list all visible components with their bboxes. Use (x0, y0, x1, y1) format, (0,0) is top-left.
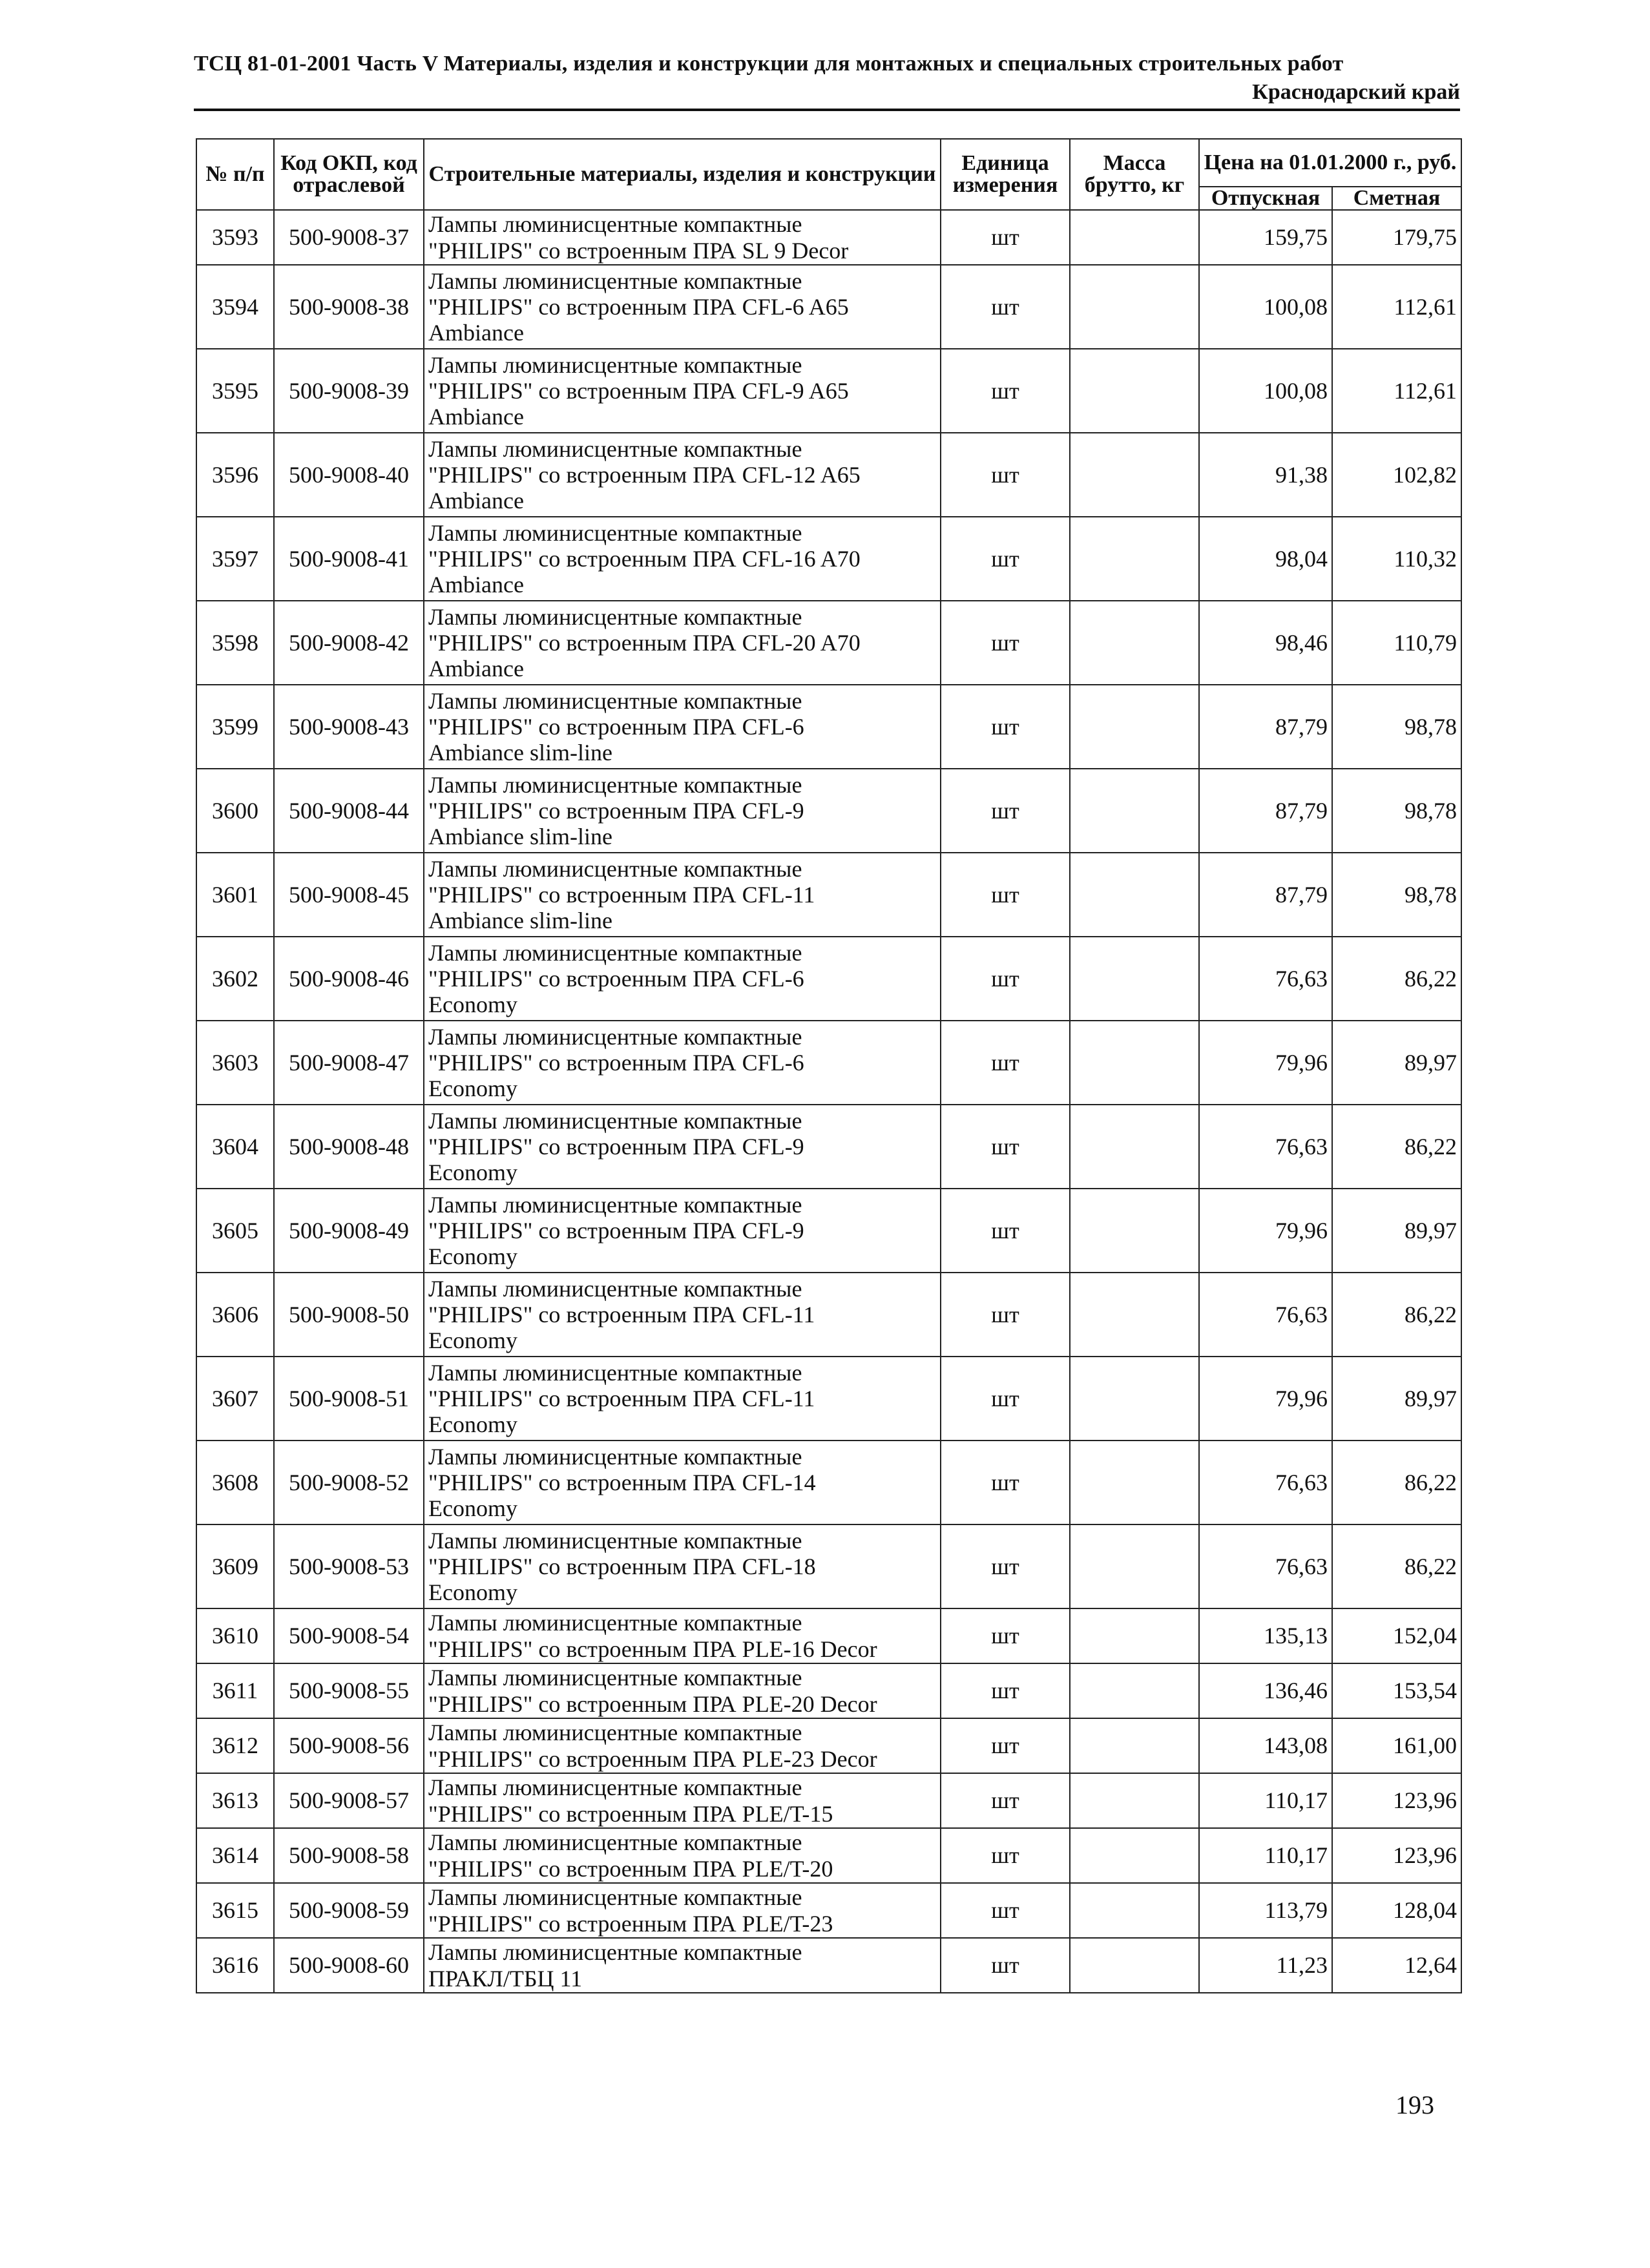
price-estimate: 89,97 (1332, 1021, 1461, 1105)
gross-mass (1070, 1608, 1199, 1663)
unit-of-measure: шт (941, 1773, 1070, 1828)
material-name-line: Лампы люминисцентные компактные (428, 1023, 802, 1050)
material-name-line: "PHILIPS" со встроенным ПРА CFL-9 (428, 1133, 804, 1160)
price-table (196, 138, 1462, 1993)
col-header-unit: Единица измерения (941, 139, 1070, 210)
region-label: Краснодарский край (1252, 80, 1460, 104)
price-estimate: 86,22 (1332, 1524, 1461, 1608)
table-row (196, 1663, 1461, 1718)
gross-mass (1070, 1273, 1199, 1357)
gross-mass (1070, 1021, 1199, 1105)
okp-code: 500-9008-56 (274, 1718, 424, 1773)
gross-mass (1070, 1105, 1199, 1189)
material-name-line: Лампы люминисцентные компактные (428, 771, 802, 798)
unit-of-measure: шт (941, 601, 1070, 685)
okp-code: 500-9008-59 (274, 1883, 424, 1938)
material-name-line: Лампы люминисцентные компактные (428, 1939, 802, 1966)
price-release: 98,46 (1199, 601, 1332, 685)
col-header-code: Код ОКП, код отраслевой (274, 139, 424, 210)
material-name (424, 1883, 941, 1938)
material-name-line: Лампы люминисцентные компактные (428, 211, 802, 238)
okp-code: 500-9008-58 (274, 1828, 424, 1883)
gross-mass (1070, 1524, 1199, 1608)
material-name-line: "PHILIPS" со встроенным ПРА CFL-6 (428, 1049, 804, 1076)
col-header-name: Строительные материалы, изделия и конструкции (424, 139, 941, 210)
price-release: 143,08 (1199, 1718, 1332, 1773)
material-name-line: Лампы люминисцентные компактные (428, 1443, 802, 1470)
material-name (424, 265, 941, 349)
table-row (196, 1828, 1461, 1883)
row-number: 3595 (196, 349, 274, 433)
material-name-line: "PHILIPS" со встроенным ПРА PLE/T-20 (428, 1855, 833, 1882)
material-name-line: "PHILIPS" со встроенным ПРА CFL-11 (428, 1385, 815, 1411)
price-estimate: 102,82 (1332, 433, 1461, 517)
gross-mass (1070, 937, 1199, 1021)
price-estimate: 179,75 (1332, 210, 1461, 265)
gross-mass (1070, 210, 1199, 265)
table-row (196, 1524, 1461, 1608)
okp-code: 500-9008-45 (274, 853, 424, 937)
price-estimate: 112,61 (1332, 349, 1461, 433)
material-name-line: "PHILIPS" со встроенным ПРА PLE/T-15 (428, 1800, 833, 1827)
okp-code: 500-9008-52 (274, 1441, 424, 1524)
material-name-line: Economy (428, 1411, 517, 1438)
material-name-line: Лампы люминисцентные компактные (428, 1191, 802, 1218)
row-number: 3608 (196, 1441, 274, 1524)
okp-code: 500-9008-47 (274, 1021, 424, 1105)
material-name-line: Economy (428, 1579, 517, 1606)
material-name-line: Ambiance (428, 488, 524, 514)
row-number: 3615 (196, 1883, 274, 1938)
material-name (424, 685, 941, 769)
material-name (424, 349, 941, 433)
material-name-line: Лампы люминисцентные компактные (428, 1720, 802, 1746)
material-name-line: Лампы люминисцентные компактные (428, 603, 802, 630)
material-name-line: Economy (428, 1495, 517, 1522)
price-estimate: 12,64 (1332, 1938, 1461, 1993)
row-number: 3610 (196, 1608, 274, 1663)
price-estimate: 110,32 (1332, 517, 1461, 601)
gross-mass (1070, 769, 1199, 853)
row-number: 3616 (196, 1938, 274, 1993)
row-number: 3611 (196, 1663, 274, 1718)
material-name-line: "PHILIPS" со встроенным ПРА CFL-6 (428, 965, 804, 992)
price-release: 113,79 (1199, 1883, 1332, 1938)
price-estimate: 86,22 (1332, 1273, 1461, 1357)
row-number: 3598 (196, 601, 274, 685)
row-number: 3594 (196, 265, 274, 349)
price-estimate: 86,22 (1332, 1105, 1461, 1189)
material-name (424, 1021, 941, 1105)
material-name-line: "PHILIPS" со встроенным ПРА PLE/T-23 (428, 1910, 833, 1937)
table-row (196, 1357, 1461, 1441)
gross-mass (1070, 601, 1199, 685)
material-name-line: Лампы люминисцентные компактные (428, 519, 802, 546)
table-row (196, 1189, 1461, 1273)
gross-mass (1070, 349, 1199, 433)
row-number: 3607 (196, 1357, 274, 1441)
price-estimate: 110,79 (1332, 601, 1461, 685)
material-name-line: Лампы люминисцентные компактные (428, 267, 802, 294)
material-name-line: Economy (428, 1243, 517, 1270)
material-name-line: "PHILIPS" со встроенным ПРА PLE-16 Decor (428, 1636, 877, 1662)
okp-code: 500-9008-38 (274, 265, 424, 349)
material-name-line: Лампы люминисцентные компактные (428, 855, 802, 882)
material-name (424, 1608, 941, 1663)
material-name-line: "PHILIPS" со встроенным ПРА CFL-11 (428, 1301, 815, 1327)
price-release: 91,38 (1199, 433, 1332, 517)
material-name (424, 1773, 941, 1828)
table-row (196, 517, 1461, 601)
table-row (196, 433, 1461, 517)
material-name-line: Лампы люминисцентные компактные (428, 435, 802, 462)
table-row (196, 349, 1461, 433)
unit-of-measure: шт (941, 769, 1070, 853)
material-name-line: "PHILIPS" со встроенным ПРА CFL-18 (428, 1553, 816, 1579)
col-header-price-estimate: Сметная (1332, 187, 1461, 210)
price-release: 100,08 (1199, 265, 1332, 349)
material-name-line: Лампы люминисцентные компактные (428, 1665, 802, 1691)
okp-code: 500-9008-46 (274, 937, 424, 1021)
row-number: 3593 (196, 210, 274, 265)
price-release: 87,79 (1199, 685, 1332, 769)
gross-mass (1070, 1938, 1199, 1993)
material-name-line: "PHILIPS" со встроенным ПРА CFL-9 (428, 1217, 804, 1243)
table-row (196, 685, 1461, 769)
row-number: 3606 (196, 1273, 274, 1357)
material-name-line: "PHILIPS" со встроенным ПРА CFL-9 (428, 797, 804, 824)
material-name-line: "PHILIPS" со встроенным ПРА CFL-20 A70 (428, 629, 861, 656)
okp-code: 500-9008-49 (274, 1189, 424, 1273)
col-header-price-release: Отпускная (1199, 187, 1332, 210)
okp-code: 500-9008-40 (274, 433, 424, 517)
price-release: 100,08 (1199, 349, 1332, 433)
material-name-line: Лампы люминисцентные компактные (428, 1829, 802, 1856)
price-release: 135,13 (1199, 1608, 1332, 1663)
col-header-mass: Масса брутто, кг (1070, 139, 1199, 210)
unit-of-measure: шт (941, 210, 1070, 265)
unit-of-measure: шт (941, 433, 1070, 517)
okp-code: 500-9008-37 (274, 210, 424, 265)
unit-of-measure: шт (941, 1021, 1070, 1105)
material-name-line: Economy (428, 992, 517, 1018)
material-name-line: Economy (428, 1327, 517, 1354)
price-release: 76,63 (1199, 937, 1332, 1021)
gross-mass (1070, 433, 1199, 517)
unit-of-measure: шт (941, 1938, 1070, 1993)
price-estimate: 123,96 (1332, 1828, 1461, 1883)
material-name-line: Лампы люминисцентные компактные (428, 1774, 802, 1801)
material-name-line: "PHILIPS" со встроенным ПРА PLE-20 Decor (428, 1691, 877, 1717)
unit-of-measure: шт (941, 1105, 1070, 1189)
price-estimate: 153,54 (1332, 1663, 1461, 1718)
price-release: 76,63 (1199, 1105, 1332, 1189)
price-estimate: 86,22 (1332, 937, 1461, 1021)
price-estimate: 98,78 (1332, 769, 1461, 853)
price-release: 110,17 (1199, 1828, 1332, 1883)
unit-of-measure: шт (941, 1189, 1070, 1273)
material-name (424, 433, 941, 517)
table-row (196, 937, 1461, 1021)
gross-mass (1070, 1773, 1199, 1828)
unit-of-measure: шт (941, 1441, 1070, 1524)
material-name-line: ПРАКЛ/ТБЦ 11 (428, 1965, 583, 1992)
unit-of-measure: шт (941, 1273, 1070, 1357)
gross-mass (1070, 1189, 1199, 1273)
row-number: 3601 (196, 853, 274, 937)
material-name-line: Лампы люминисцентные компактные (428, 1275, 802, 1302)
header-rule (194, 109, 1460, 111)
gross-mass (1070, 517, 1199, 601)
price-release: 136,46 (1199, 1663, 1332, 1718)
material-name-line: Ambiance slim-line (428, 908, 612, 934)
price-estimate: 98,78 (1332, 685, 1461, 769)
row-number: 3614 (196, 1828, 274, 1883)
unit-of-measure: шт (941, 1524, 1070, 1608)
table-row (196, 769, 1461, 853)
row-number: 3604 (196, 1105, 274, 1189)
material-name-line: Ambiance (428, 320, 524, 346)
material-name (424, 1105, 941, 1189)
material-name-line: Лампы люминисцентные компактные (428, 1884, 802, 1911)
gross-mass (1070, 265, 1199, 349)
document-title: ТСЦ 81-01-2001 Часть V Материалы, изделия и конструкции для монтажных и специальных строительных работ (194, 52, 1344, 76)
okp-code: 500-9008-50 (274, 1273, 424, 1357)
row-number: 3602 (196, 937, 274, 1021)
page-number: 193 (1395, 2090, 1434, 2119)
okp-code: 500-9008-55 (274, 1663, 424, 1718)
table-row (196, 1718, 1461, 1773)
price-estimate: 86,22 (1332, 1441, 1461, 1524)
material-name-line: Economy (428, 1160, 517, 1186)
table-row (196, 1105, 1461, 1189)
row-number: 3605 (196, 1189, 274, 1273)
material-name-line: "PHILIPS" со встроенным ПРА CFL-6 (428, 713, 804, 740)
table-row (196, 1938, 1461, 1993)
material-name-line: Лампы люминисцентные компактные (428, 351, 802, 378)
material-name-line: Economy (428, 1076, 517, 1102)
material-name (424, 1357, 941, 1441)
okp-code: 500-9008-41 (274, 517, 424, 601)
unit-of-measure: шт (941, 1357, 1070, 1441)
okp-code: 500-9008-48 (274, 1105, 424, 1189)
price-release: 110,17 (1199, 1773, 1332, 1828)
material-name-line: "PHILIPS" со встроенным ПРА SL 9 Decor (428, 237, 849, 264)
material-name (424, 210, 941, 265)
price-estimate: 161,00 (1332, 1718, 1461, 1773)
gross-mass (1070, 1441, 1199, 1524)
price-release: 76,63 (1199, 1273, 1332, 1357)
row-number: 3612 (196, 1718, 274, 1773)
price-release: 76,63 (1199, 1524, 1332, 1608)
material-name-line: "PHILIPS" со встроенным ПРА CFL-16 A70 (428, 545, 861, 572)
material-name (424, 1524, 941, 1608)
material-name (424, 1938, 941, 1993)
unit-of-measure: шт (941, 853, 1070, 937)
table-header (196, 139, 1461, 210)
material-name-line: Лампы люминисцентные компактные (428, 687, 802, 714)
gross-mass (1070, 685, 1199, 769)
unit-of-measure: шт (941, 349, 1070, 433)
okp-code: 500-9008-51 (274, 1357, 424, 1441)
okp-code: 500-9008-57 (274, 1773, 424, 1828)
unit-of-measure: шт (941, 1663, 1070, 1718)
material-name (424, 1828, 941, 1883)
material-name-line: "PHILIPS" со встроенным ПРА CFL-12 A65 (428, 461, 861, 488)
unit-of-measure: шт (941, 517, 1070, 601)
material-name (424, 853, 941, 937)
price-release: 87,79 (1199, 769, 1332, 853)
row-number: 3600 (196, 769, 274, 853)
material-name-line: Ambiance (428, 572, 524, 598)
price-estimate: 123,96 (1332, 1773, 1461, 1828)
row-number: 3599 (196, 685, 274, 769)
price-release: 11,23 (1199, 1938, 1332, 1993)
row-number: 3597 (196, 517, 274, 601)
table-row (196, 601, 1461, 685)
material-name (424, 769, 941, 853)
material-name (424, 517, 941, 601)
okp-code: 500-9008-42 (274, 601, 424, 685)
table-body (196, 210, 1461, 1993)
unit-of-measure: шт (941, 265, 1070, 349)
price-estimate: 89,97 (1332, 1189, 1461, 1273)
okp-code: 500-9008-54 (274, 1608, 424, 1663)
okp-code: 500-9008-53 (274, 1524, 424, 1608)
material-name (424, 937, 941, 1021)
okp-code: 500-9008-60 (274, 1938, 424, 1993)
gross-mass (1070, 1357, 1199, 1441)
material-name-line: Лампы люминисцентные компактные (428, 939, 802, 966)
material-name (424, 1189, 941, 1273)
table-row (196, 1883, 1461, 1938)
material-name-line: Ambiance slim-line (428, 824, 612, 850)
material-name-line: Лампы люминисцентные компактные (428, 1610, 802, 1636)
col-header-num: № п/п (196, 139, 274, 210)
table-row (196, 1273, 1461, 1357)
gross-mass (1070, 853, 1199, 937)
unit-of-measure: шт (941, 937, 1070, 1021)
material-name-line: Лампы люминисцентные компактные (428, 1359, 802, 1386)
row-number: 3613 (196, 1773, 274, 1828)
price-release: 87,79 (1199, 853, 1332, 937)
price-release: 159,75 (1199, 210, 1332, 265)
price-release: 79,96 (1199, 1189, 1332, 1273)
material-name-line: Ambiance slim-line (428, 740, 612, 766)
table-row (196, 210, 1461, 265)
row-number: 3596 (196, 433, 274, 517)
material-name-line: "PHILIPS" со встроенным ПРА PLE-23 Decor (428, 1745, 877, 1772)
table-row (196, 853, 1461, 937)
unit-of-measure: шт (941, 1608, 1070, 1663)
unit-of-measure: шт (941, 1718, 1070, 1773)
gross-mass (1070, 1883, 1199, 1938)
unit-of-measure: шт (941, 685, 1070, 769)
price-estimate: 89,97 (1332, 1357, 1461, 1441)
material-name-line: Ambiance (428, 404, 524, 430)
gross-mass (1070, 1828, 1199, 1883)
price-release: 98,04 (1199, 517, 1332, 601)
material-name (424, 1663, 941, 1718)
okp-code: 500-9008-39 (274, 349, 424, 433)
price-estimate: 112,61 (1332, 265, 1461, 349)
table-row (196, 1441, 1461, 1524)
col-header-price: Цена на 01.01.2000 г., руб. (1199, 139, 1461, 187)
unit-of-measure: шт (941, 1883, 1070, 1938)
page-header (194, 52, 1460, 111)
table-row (196, 1021, 1461, 1105)
price-release: 79,96 (1199, 1357, 1332, 1441)
material-name-line: Лампы люминисцентные компактные (428, 1107, 802, 1134)
material-name-line: Ambiance (428, 656, 524, 682)
material-name-line: "PHILIPS" со встроенным ПРА CFL-9 A65 (428, 377, 849, 404)
price-estimate: 152,04 (1332, 1608, 1461, 1663)
material-name-line: Лампы люминисцентные компактные (428, 1527, 802, 1554)
material-name-line: "PHILIPS" со встроенным ПРА CFL-6 A65 (428, 293, 849, 320)
material-name (424, 1441, 941, 1524)
price-release: 79,96 (1199, 1021, 1332, 1105)
material-name (424, 1718, 941, 1773)
gross-mass (1070, 1718, 1199, 1773)
price-release: 76,63 (1199, 1441, 1332, 1524)
table-row (196, 1773, 1461, 1828)
okp-code: 500-9008-44 (274, 769, 424, 853)
table-row (196, 1608, 1461, 1663)
material-name (424, 601, 941, 685)
unit-of-measure: шт (941, 1828, 1070, 1883)
row-number: 3609 (196, 1524, 274, 1608)
material-name-line: "PHILIPS" со встроенным ПРА CFL-11 (428, 881, 815, 908)
material-name-line: "PHILIPS" со встроенным ПРА CFL-14 (428, 1469, 816, 1495)
price-estimate: 128,04 (1332, 1883, 1461, 1938)
gross-mass (1070, 1663, 1199, 1718)
price-estimate: 98,78 (1332, 853, 1461, 937)
material-name (424, 1273, 941, 1357)
okp-code: 500-9008-43 (274, 685, 424, 769)
row-number: 3603 (196, 1021, 274, 1105)
table-row (196, 265, 1461, 349)
